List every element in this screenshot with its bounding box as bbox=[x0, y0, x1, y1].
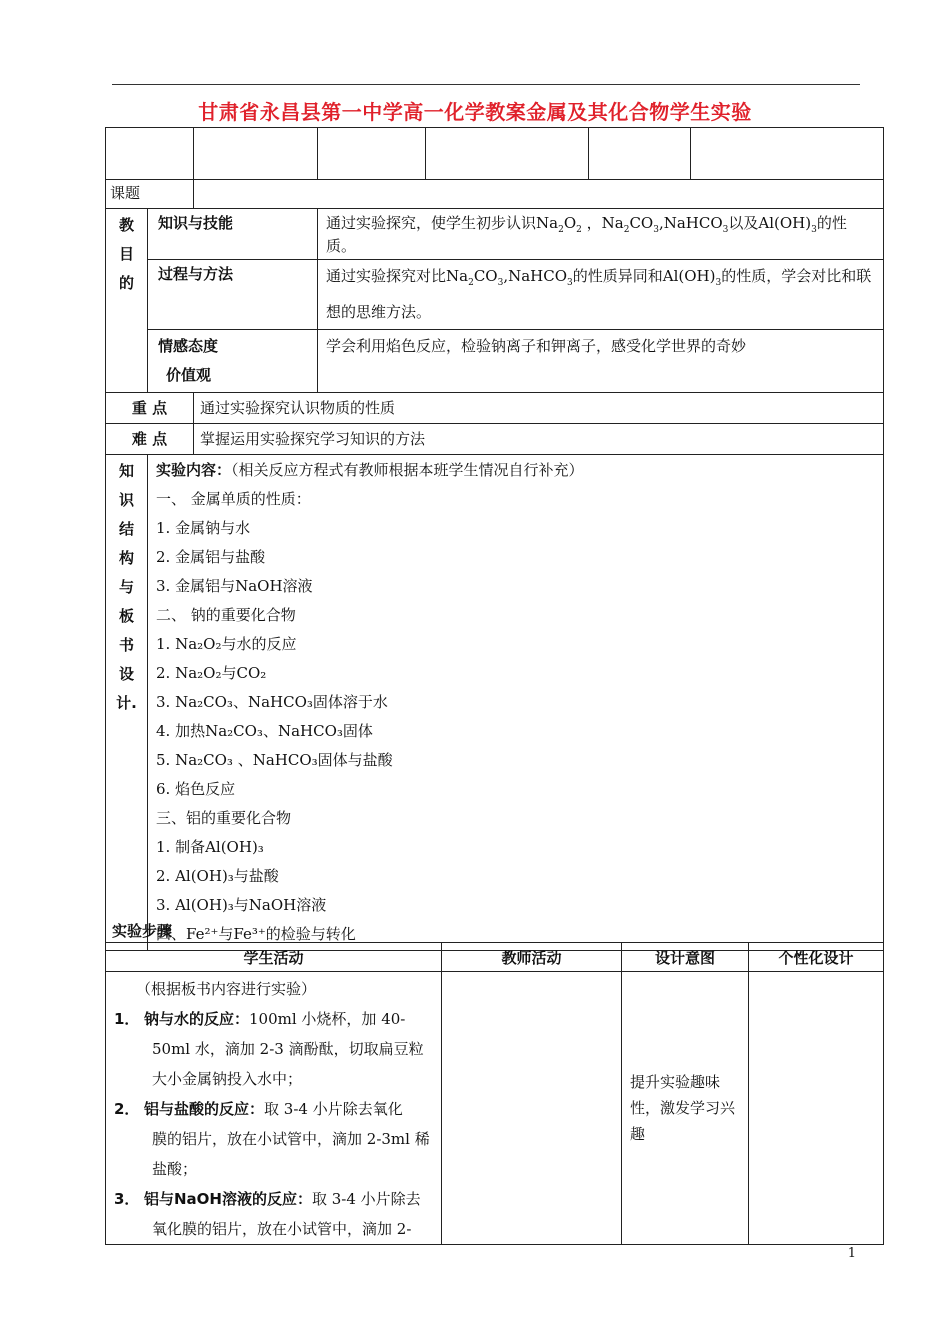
content-line: 3. Na₂CO₃、NaHCO₃固体溶于水 bbox=[156, 693, 388, 711]
steps-header-row bbox=[106, 943, 884, 972]
step-item: 2． 铝与盐酸的反应：取 3-4 小片除去氧化 bbox=[114, 1100, 403, 1118]
key-point-row bbox=[106, 393, 884, 424]
knowledge-skill-label: 知识与技能 bbox=[148, 209, 318, 260]
attitude-value-label: 情感态度 价值观 bbox=[148, 330, 318, 393]
teacher-activity bbox=[442, 972, 622, 1245]
blank-cell bbox=[589, 128, 691, 180]
blank-header-row bbox=[106, 128, 884, 180]
board-design-row bbox=[106, 455, 884, 951]
student-activity bbox=[106, 972, 442, 1245]
lesson-plan-table bbox=[105, 127, 884, 951]
content-line: 6. 焰色反应 bbox=[156, 780, 236, 798]
header-teacher-activity: 教师活动 bbox=[442, 943, 622, 972]
step-text-line: 膜的铝片，放在小试管中，滴加 2-3ml 稀 bbox=[152, 1130, 430, 1148]
difficulty-row bbox=[106, 424, 884, 455]
blank-cell bbox=[691, 128, 884, 180]
content-line: 1. Na₂O₂与水的反应 bbox=[156, 635, 297, 653]
content-line: 2. Na₂O₂与CO₂ bbox=[156, 664, 267, 682]
difficulty-text: 掌握运用实验探究学习知识的方法 bbox=[194, 424, 884, 455]
header-student-activity: 学生活动 bbox=[106, 943, 442, 972]
steps-body-row bbox=[106, 972, 884, 1245]
process-method-label: 过程与方法 bbox=[148, 260, 318, 330]
blank-cell bbox=[194, 128, 318, 180]
header-personal-design: 个性化设计 bbox=[749, 943, 884, 972]
document-title: 甘肃省永昌县第一中学高一化学教案金属及其化合物学生实验 bbox=[198, 100, 752, 124]
content-line: 三、铝的重要化合物 bbox=[156, 809, 292, 827]
process-method-text: 通过实验探究对比$Na_2CO_3,NaHCO_3$的性质异同和$Al(OH)_3$的性质，学会对比和联想的思维方法。 bbox=[318, 260, 884, 330]
subject-value bbox=[194, 180, 884, 209]
content-line: 2. Al(OH)₃与盐酸 bbox=[156, 867, 279, 885]
content-line: 5. Na₂CO₃ 、NaHCO₃固体与盐酸 bbox=[156, 751, 393, 769]
content-line: 四、Fe²⁺与Fe³⁺的检验与转化 bbox=[156, 925, 356, 943]
blank-cell bbox=[106, 128, 194, 180]
attitude-value-text: 学会利用焰色反应，检验钠离子和钾离子，感受化学世界的奇妙 bbox=[318, 330, 884, 393]
header-design-intent: 设计意图 bbox=[622, 943, 749, 972]
step-item: 3． 铝与NaOH溶液的反应：取 3-4 小片除去 bbox=[114, 1190, 421, 1208]
blank-cell bbox=[426, 128, 589, 180]
subject-row bbox=[106, 180, 884, 209]
objectives-label: 教 目 的 bbox=[106, 209, 148, 393]
content-line: 二、 钠的重要化合物 bbox=[156, 606, 296, 624]
step-text-line: 大小金属钠投入水中； bbox=[152, 1070, 303, 1088]
steps-label: 实验步骤 bbox=[112, 922, 173, 940]
content-line: 4. 加热Na₂CO₃、NaHCO₃固体 bbox=[156, 722, 373, 740]
content-line: 1. 金属钠与水 bbox=[156, 519, 251, 537]
step-text-line: 盐酸； bbox=[152, 1160, 198, 1178]
difficulty-label: 难 点 bbox=[106, 424, 194, 455]
step-item: 1． 钠与水的反应：100ml 小烧杯，加 40- bbox=[114, 1010, 406, 1028]
design-intent-text: 提升实验趣味性，激发学习兴趣 bbox=[622, 972, 749, 1245]
knowledge-skill-text: 通过实验探究，使学生初步认识$Na_2O_2$ ，$Na_2CO_3,NaHCO_3$以及$Al(OH)_3$的性质。 bbox=[318, 209, 884, 260]
header-rule bbox=[112, 84, 860, 85]
subject-label: 课题 bbox=[106, 180, 194, 209]
content-heading: 实验内容：（相关反应方程式有教师根据本班学生情况自行补充） bbox=[156, 461, 584, 479]
content-line: 一、 金属单质的性质： bbox=[156, 490, 311, 508]
page-number: 1 bbox=[847, 1246, 856, 1261]
experiment-steps-table bbox=[105, 942, 884, 1245]
content-line: 2. 金属铝与盐酸 bbox=[156, 548, 266, 566]
content-line: 3. 金属铝与NaOH溶液 bbox=[156, 577, 313, 595]
experiment-content bbox=[148, 455, 884, 951]
blank-cell bbox=[318, 128, 426, 180]
content-line: 3. Al(OH)₃与NaOH溶液 bbox=[156, 896, 327, 914]
step-text-line: 50ml 水，滴加 2-3 滴酚酞，切取扁豆粒 bbox=[152, 1040, 424, 1058]
board-design-label: 知 识 结 构 与 板 书 设 计. bbox=[106, 455, 148, 951]
personal-design bbox=[749, 972, 884, 1245]
steps-intro: （根据板书内容进行实验） bbox=[136, 980, 317, 998]
objective-row-attitude bbox=[106, 330, 884, 393]
objective-row-knowledge bbox=[106, 209, 884, 260]
content-line: 1. 制备Al(OH)₃ bbox=[156, 838, 264, 856]
objective-row-process bbox=[106, 260, 884, 330]
key-point-text: 通过实验探究认识物质的性质 bbox=[194, 393, 884, 424]
step-text-line: 氧化膜的铝片，放在小试管中，滴加 2- bbox=[152, 1220, 412, 1238]
key-point-label: 重 点 bbox=[106, 393, 194, 424]
